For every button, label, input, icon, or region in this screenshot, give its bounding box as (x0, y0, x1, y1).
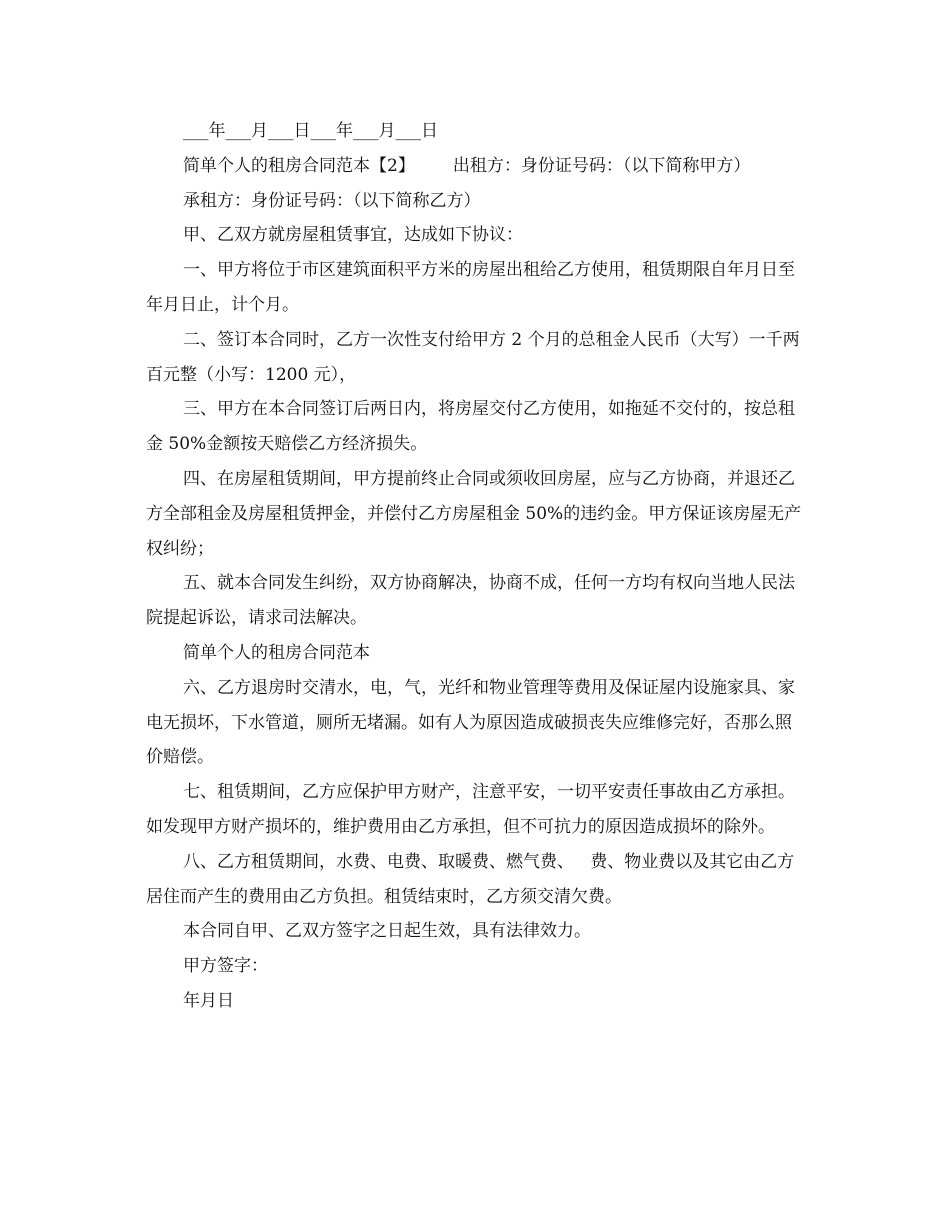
clause-7: 七、租赁期间，乙方应保护甲方财产，注意平安，一切平安责任事故由乙方承担。如发现甲方财产损坏的，维护费用由乙方承担，但不可抗力的原因造成损坏的除外。 (146, 782, 795, 837)
signature-date: 年月日 (183, 990, 234, 1011)
clause-6: 六、乙方退房时交清水，电，气，光纤和物业管理等费用及保证屋内设施家具、家电无损坏，下水管道，厕所无堵漏。如有人为原因造成破损丧失应维修完好，否那么照价赔偿。 (146, 677, 795, 768)
agreement-intro: 甲、乙双方就房屋租赁事宜，达成如下协议： (183, 225, 523, 246)
clause-3: 三、甲方在本合同签订后两日内，将房屋交付乙方使用，如拖延不交付的，按总租金 50%金额按天赔偿乙方经济损失。 (146, 399, 795, 455)
effect-clause: 本合同自甲、乙双方签字之日起生效，具有法律效力。 (183, 921, 591, 942)
clause-1: 一、甲方将位于市区建筑面积平方米的房屋出租给乙方使用，租赁期限自年月日至年月日止，计个月。 (146, 260, 795, 315)
document-body (146, 114, 806, 1019)
clause-2: 二、签订本合同时，乙方一次性支付给甲方 2 个月的总租金人民币（大写）一千两百元整（小写：1200 元）， (146, 329, 800, 385)
title-line (146, 149, 806, 184)
section-subtitle: 简单个人的租房合同范本 (183, 642, 370, 663)
lessor-line: 出租方：身份证号码：（以下简称甲方） (452, 155, 751, 176)
date-line: ___年___月___日___年___月___日 (183, 121, 438, 141)
contract-title: 简单个人的租房合同范本【2】 (183, 155, 415, 176)
lessee-line: 承租方：身份证号码：（以下简称乙方） (183, 190, 481, 211)
clause-5: 五、就本合同发生纠纷，双方协商解决，协商不成，任何一方均有权向当地人民法院提起诉讼，请求司法解决。 (146, 573, 795, 629)
clause-4: 四、在房屋租赁期间，甲方提前终止合同或须收回房屋，应与乙方协商，并退还乙方全部租金及房屋租赁押金，并偿付乙方房屋租金 50%的违约金。甲方保证该房屋无产权纠纷； (146, 468, 802, 559)
clause-8: 八、乙方租赁期间，水费、电费、取暖费、燃气费、 费、物业费以及其它由乙方居住而产生的费用由乙方负担。租赁结束时，乙方须交清欠费。 (146, 851, 795, 907)
party-a-signature: 甲方签字： (183, 956, 268, 977)
